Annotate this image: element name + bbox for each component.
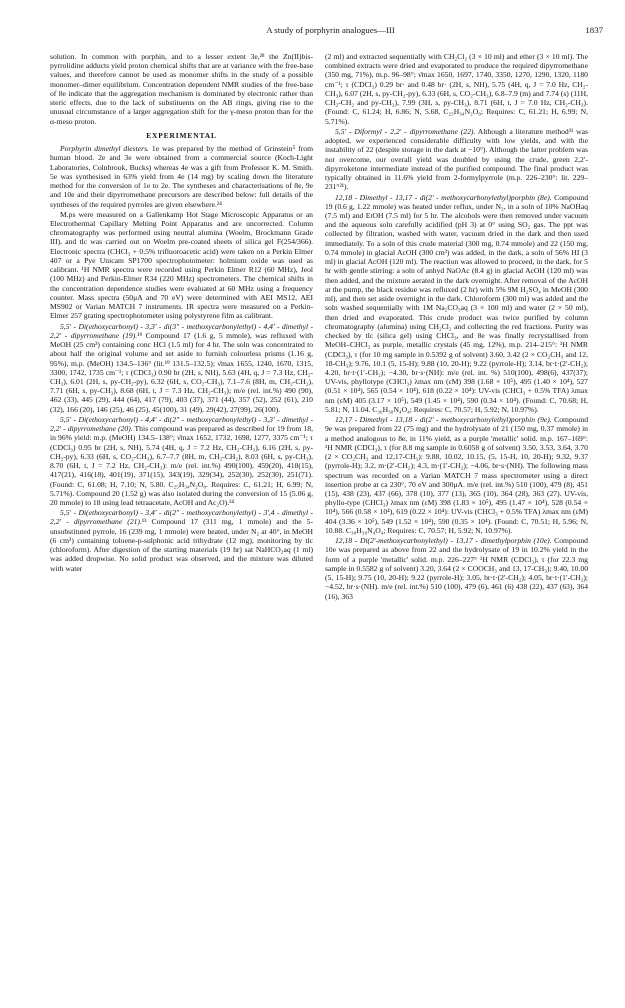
paragraph-text: This compound was prepared as described for 19 from 18, in 96% yield: m.p. (MeOH) 134.5–138°; ν̄max 1652, 1732, 1698, 1277, 3375 cm⁻¹; τ (CDCl₃) 0.95 br (2H, s, NH), 5.74 (4H, q, J = 7.2 Hz, CH₂-CH₃), 6.16 (2H, s, py-CH₂-py), 6.33 (6H, s, CO₂-CH₃), 6.7–7.7 (8H, m, CH₂-CH₂), 8.03 (6H, s, py-CH₃), 8.70 (6H, t, J = 7.2 Hz, CH₂-CH₃): m/e (rel. int.%) 490(100), 459(20), 418(15), 417(21), 416(18), 401(19), 371(15), 343(19), 329(34), 252(30), 252(30), 251(71). (Found: C, 61.08; H, 7.10; N, 5.80. C₂₅H₃₄N₂O₈. Requires: C, 61.21; H, 6.99; N, 5.71%). Compound 20 (1.52 g) was also isolated during the conversion of 15 (5.06 g, 20 mmole) to 18 using lead tetraacetate, AcOH and Ac₂O).²⁴ [50, 424, 313, 508]
experimental-paragraph [50, 144, 313, 209]
paragraph-lead: 5,5′ - Diformyl - 2,2′ - dipyrromethane (22). [335, 126, 476, 136]
experimental-paragraph [325, 52, 588, 126]
paragraph-text: Compound 10e was prepared as above from 22 and the hydrolysate of 19 in 10.2% yield in the form of a purple 'metallic' solid. m.p. 226–227° ¹H NMR (CDCl₃), τ (for 22.3 mg sample in 0.5582 g of solvent) 3.20, 3.64 (2 × COOCH₃ and 13, 17-CH₃); 9.40, 10.00 (5, 15-H); 9.75 (10, 20-H); 9.22 (pyrrole-H); 3.05, br·t·(2′-CH₂); 4.05, br·t·(1′-CH₂); −4.52, br·s·(NH). m/e (rel. int.%) 510 (100), 479 (6), 461 (6) 438 (22), 437 (63), 364 (16), 363 [325, 536, 588, 601]
paragraph-lead: 5,5′ - Di(ethoxycarbonyl) - 3,3′ - di(3″ - methoxycarbonylethyl) - 4,4′ - dimethyl - 2,2′ - dipyrromethane (19). [50, 321, 313, 340]
left-column [50, 52, 313, 574]
experimental-paragraph [325, 127, 588, 192]
intro-paragraph: solution. In common with porphin, and to a lesser extent 3e,²⁸ the Zn(II)bis-pyrrolidine adducts yield proton chemical shifts that are at variance with the free-base values, and therefore cannot be used as monomer shifts in the study of a possible monomer–dimer equilibrium. Concentration dependent NMR studies of the free-base of 8e indicate that the aggregation mechanism is dominated by electronic rather than steric effects, due to the lack of substituents on the AB rings, giving rise to the unusual circumstance of a larger aggregation shift for the γ-meso proton than for the α-meso proton. [50, 52, 313, 126]
experimental-paragraph [50, 415, 313, 507]
running-title: A study of porphyrin analogues—III [266, 25, 395, 35]
running-header [58, 25, 603, 39]
paragraph-lead: Porphyrin dimethyl diesters. [60, 144, 149, 154]
paragraph-lead: 5,5′ - Di(ethoxycarbonyl) - 3,4′ - di(2″ - methoxycarbonylethyl) - 3′,4 - dimethyl - 2,2′ - dipyrromethane (21). [50, 508, 313, 527]
paragraph-text: (2 ml) and extracted sequentially with CH₂Cl₂ (3 × 10 ml) and ether (3 × 10 ml). The combined extracts were dried and evaporated to produce the required dipyrromethane (350 mg, 71%), m.p. 96–98°; ν̄max 1650, 1697, 1740, 3350, 1270, 1290, 1320, 1180 cm⁻¹; τ (CDCl₃) 0.29 br· and 0.48 br· (2H, s, NH), 5.75 (4H, q, J = 7.0 Hz, CH₂-CH₃), 6.07 (2H, s, py-CH₂-py), 6.33 (6H, s, CO₂-CH₃), 6.8–7.9 (m) and 7.74 (s) (11H, CH₂-CH₂ and py-CH₃), 7.99 (3H, s, py-CH₃), 8.71 (6H, t, J = 7.0 Hz, CH₂-CH₃). (Found: C, 61.24; H, 6.86; N, 5.68, C₂₅H₃₄N₂O₈; Requires: C, 61.21; H, 6.99; N, 5.71%). [325, 52, 588, 126]
paragraph-text: M.ps were measured on a Gallenkamp Hot Stage Microscopic Apparatus or an Electrothermal Capillary Melting Point Apparatus and are uncorrected. Column chromatography was performed using neutral alumina (Woelm, Brockmann Grade III), and tlc was carried out on Woelm pre-coated sheets of silica gel F(254/366). Electronic spectra (CHCl₃ + 0.5% trifluoroacetic acid) were taken on a Perkin Elmer 407 or a Pye Unicam SP1700 spectrophotometer: holmium oxide was used as calibrant. ¹H NMR spectra were recorded using Perkin Elmer R12 (60 MHz), Jeol (100 MHz) and Perkin-Elmer R34 (220 MHz) spectrometers. The chemical shifts in the concentration dependence studies were evaluated at 60 MHz using a frequency counter. Mass spectra (50μA and 70 eV) were determined with AEI MS12, AEI MS902 or Varian MATCH 7 instruments. IR spectra were measured on a Perkin-Elmer 257 grating spectrophotometer using polystyrene film as calibrant. [50, 209, 313, 321]
paragraph-lead: 12,17 - Dimethyl - 13,18 - di(2′ - methoxycarbonylethyl)porphin (9e). [335, 415, 552, 425]
paragraph-text: 1e was prepared by the method of Grinstein⁵ from human blood. 2e and 3e were obtained from a commercial source (Koch-Light Laboratories, Colnbrook, Bucks) whereas 4e was a gift from Professor K. M. Smith. 5e was synthesised in 63% yield from 4e (14 mg) by scaling down the literature method for the conversion of 1e to 2e. The syntheses and characterisations of 8e, 9e and 10e and their dipyrromethane precursors are described below: full details of the syntheses of the required pyrroles are given elsewhere.²⁴ [50, 144, 313, 209]
paragraph-lead: 12,18 - Di(2′-methoxycarbonylethyl) - 13,17 - dimethylporphin (10e). [335, 536, 552, 546]
paragraph-lead: 5,5′ - Di(ethoxycarbonyl) - 4,4′ - di(2″ - methoxycarbonylethyl) - 3,3′ - dimethyl - 2,2′ - dipyrromethane (20). [50, 414, 313, 434]
paragraph-text: ¹⁹ Compound 17 (1.6 g, 5 mmole), was refluxed with MeOH (25 cm³) containing conc HCl (1.5 ml) for 4 hr. The soln was concentrated to about half the original volume and set aside to furnish colourless prisms (1.16 g, 95%), m.p. (MeOH) 134.5–136° (lit.¹⁹ 131.5–132.5); ν̄max 1655, 1240, 1670, 1315, 3300, 1742, 1735 cm⁻¹; τ (CDCl₃) 0.90 br (2H, s, NH), 5.63 (4H, q, J = 7.3 Hz, CH₂-CH₃), 6.01 (2H, s, py-CH₂-py), 6.32 (6H, s, CO₂-CH₃), 7.1–7.6 (8H, m, CH₂-CH₂), 7.71 (6H, s, py-CH₃), 8.68 (6H, t, J = 7.3 Hz, CH₂-CH₃); m/e (rel. int.%) 490 (90), 462 (33), 445 (29), 444 (64), 417 (79), 403 (37), 371 (44), 357 (52), 252 (61), 210 (32), 166 (20), 146 (25), 46 (25), 45(100), 31 (49), 29(42), 27(99), 26(100). [50, 330, 314, 414]
paragraph-text: Although a literature method²¹ was adopted, we experienced considerable difficulty with low yields, and with the instability of 22 (despite storage in the dark at −10°). Although the latter problem was not overcome, our overall yield was doubled by using the crude, green 2,2′-dipyrroketone intermediate instead of the purified compound. The final product was typically obtained in 11.6% yield from 2-formylpyrrole (m.p. 226–230°: lit. 229–231°²¹). [325, 126, 588, 192]
experimental-paragraph [50, 508, 313, 573]
experimental-paragraph [325, 193, 588, 415]
experimental-paragraph [325, 415, 588, 535]
paragraph-lead: 12,18 - Dimethyl - 13,17 - di(2′ - methoxycarbonylethyl)porphin (8e). [335, 192, 552, 202]
page-number: 1837 [585, 25, 603, 35]
right-column [325, 52, 588, 602]
experimental-paragraph [50, 322, 313, 414]
experimental-paragraph [325, 536, 588, 601]
section-heading: EXPERIMENTAL [146, 130, 217, 140]
paragraph-text: ¹³ Compound 17 (311 mg, 1 mmole) and the 5-unsubstituted pyrrole, 16 (239 mg, 1 mmole) were heated, under N₂ at 40°, in MeOH (6 cm³) containing toluene-p-sulphonic acid trihydrate (12 mg), monitoring by tlc (chloroform). After digestion of the starting materials (19 hr) sat NaHCO₃aq (1 ml) was added dropwise. No solid product was observed, and the mixture was diluted with water [50, 517, 313, 573]
paragraph-text: Compound 19 (0.6 g, 1.22 mmole) was heated under reflux, under N₂, in a soln of 10% NaOHaq (7.5 ml) and EtOH (7.5 ml) for 5 hr. The alcohols were then removed under vacuum and the aqueous soln carefully acidified (pH 3) at 0° using SO₂ gas. The ppt was collected by filtration, washed with water, vacuum dried in the dark and then used immediately. To a soln of this crude material (300 mg, 0.74 mmole) and 22 (150 mg, 0.74 mmole) in glacial AcOH (300 cm³) was added, in the dark, a soln of 56% HI (3 ml) in glacial AcOH (120 ml). The reaction was allowed to proceed, in the dark, for 5 hr with gentle stirring: a soln of anhyd NaOAc (8.4 g) in glacial AcOH (120 ml) was then added, and the mixture aerated in the dark overnight. After removal of the AcOH at the pump, the black residue was refluxed (2 hr) with 5% 9M H₂SO₄ in MeOH (300 ml), and then set aside overnight in the dark. Chloroform (300 ml) was added and the soln washed sequentially with 1M Na₂CO₃aq (3 × 100 ml) and water (2 × 50 ml), then dried and evaporated. This crude product was twice purified by column chromatography (alumina) using CH₂Cl₂ and collecting the red fractions. Purity was checked by tlc (silica gel) using CHCl₃, and 8e was finally recrystallised from MeOH–CHCl₃ as purple, metallic crystals (45 mg, 12%), m.p. 214–215°: ¹H NMR (CDCl₃), τ (for 10 mg sample in 0.5392 g of solvent) 3.60, 3.42 (2 × CO₂CH₃ and 12, 18-CH₃); 9.76, 10.1 (5, 15-H); 9.88 (10, 20-H); 9.22 (pyrrole-H); 3.14, br·t·(2′-CH₂); 4.20, br·t·(1′-CH₂); −4.30, br·s·(NH): m/e (rel. int. %) 510(100), 498(6), 437(37); UV-vis, phyllotype (CHCl₃) λmax nm (εM) 398 (1.68 × 10⁵), 495 (1.40 × 10⁴), 527 (0.51 × 10⁴), 565 (0.54 × 10⁴), 618 (0.22 × 10⁴): UV-vis (CHCl₃ + 0.5% TFA) λmax nm (εM) 405 (3.17 × 10⁵), 549 (1.45 × 10⁴), 590 (0.34 × 10⁴). (Found: C, 70.68; H, 5.81; N, 11.04. C₃₀H₃₀N₄O₄; Requires: C, 70.57; H, 5.92; N, 10.97%). [325, 192, 588, 414]
experimental-paragraph [50, 210, 313, 321]
paragraph-text: Compound 9e was prepared from 22 (75 mg) and the hydrolysate of 21 (150 mg, 0.37 mmole) in a method analogous to 8e, in 11% yield, as a purple 'metallic' solid. m.p. 167–169°: ¹H NMR (CDCl₃), τ (for 8.8 mg sample in 0.6058 g of solvent) 3.50, 3.53, 3.64, 3.70 (2 × CO₂CH₃ and 12,17-CH₃): 9.88, 10.02, 10.15, (5, 15-H, 10, 20-H); 9.32, 9.37 (pyrrole-H); 3.2, m·(2′-CH₂); 4.3, m·(1′-CH₂); −4.06, br·s·(NH). The following mass spectrum was recorded on a Varian MATCH 7 mass spectrometer using a direct insertion probe at ca 230°, 70 eV and 300μA. m/e (rel. int.%) 510 (100), 479 (8), 451 (15), 438 (23), 437 (66), 378 (10), 377 (13), 365 (10), 364 (28), 363 (27). UV-vis, phyllo-type (CHCl₃) λmax nm (εM) 398 (1.83 × 10⁵), 495 (1.47 × 10⁴), 528 (0.54 × 10⁴), 566 (0.58 × 10⁴), 619 (0.22 × 10⁴): UV-vis (CHCl₃ + 0.5% TFA) λmax nm (εM) 404 (3.36 × 10⁵), 549 (1.52 × 10⁴), 590 (0.35 × 10⁴). (Found: C, 70.51; H, 5.96; N, 10.88. C₃₀H₃₀N₄O₄; Requires: C, 70.57; H, 5.92; N, 10.97%). [325, 415, 588, 535]
